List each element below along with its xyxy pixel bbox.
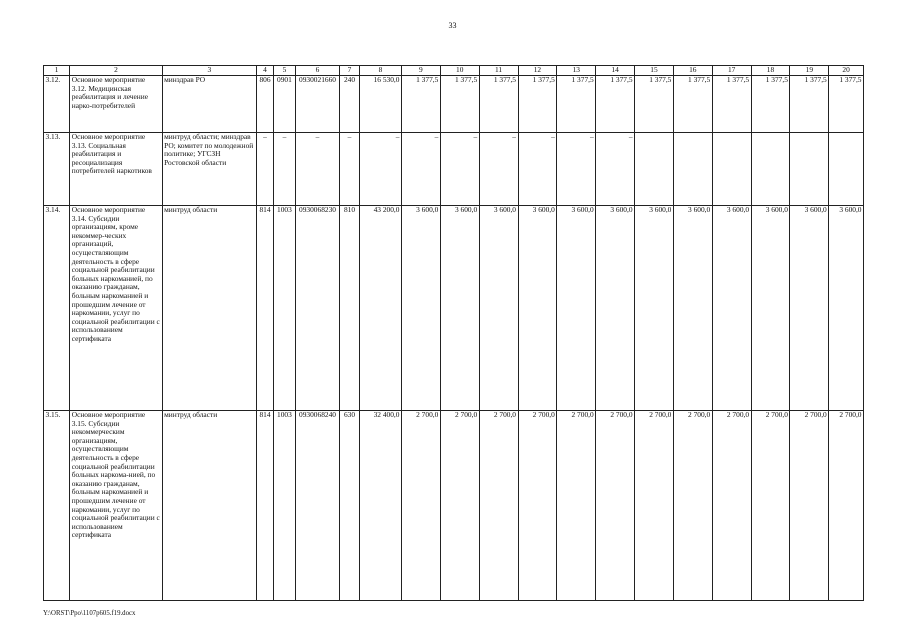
file-path: Y:\ORST\Ppo\1107p605.f19.docx [43, 610, 136, 617]
year-amount: 1 377,5 [673, 75, 712, 132]
year-amount: 2 700,0 [790, 410, 829, 600]
year-amount: – [557, 132, 596, 205]
year-amount: – [596, 132, 635, 205]
year-amount: 2 700,0 [596, 410, 635, 600]
year-amount: 2 700,0 [401, 410, 440, 600]
executor: минтруд области [162, 205, 256, 410]
measure-number: 3.13. [44, 132, 70, 205]
measure-name: Основное мероприятие 3.15. Субсидии некоммерческим организациям, осуществляющим деятельность в сфере социальной реабилитации больных наркома-нией, по оказанию гражданам, больным наркоманией и прошедшим лечение от наркомании, услуг по социальной реабилитации с использованием сертификата [70, 410, 162, 600]
year-amount: 2 700,0 [751, 410, 790, 600]
executor: минздрав РО [162, 75, 256, 132]
column-number: 16 [673, 66, 712, 76]
year-amount: 2 700,0 [829, 410, 864, 600]
table-row [44, 75, 864, 132]
measure-number: 3.15. [44, 410, 70, 600]
csr-code: 0930068230 [295, 205, 339, 410]
grbs-code: 814 [257, 205, 274, 410]
year-amount: 1 377,5 [557, 75, 596, 132]
column-number: 1 [44, 66, 70, 76]
column-number: 12 [518, 66, 557, 76]
year-amount: 1 377,5 [440, 75, 479, 132]
column-number: 3 [162, 66, 256, 76]
measure-number: 3.14. [44, 205, 70, 410]
total-amount: 32 400,0 [359, 410, 401, 600]
year-amount: 3 600,0 [790, 205, 829, 410]
csr-code: 0930021660 [295, 75, 339, 132]
year-amount: 1 377,5 [790, 75, 829, 132]
column-number: 4 [257, 66, 274, 76]
year-amount: 1 377,5 [596, 75, 635, 132]
csr-code: 0930068240 [295, 410, 339, 600]
year-amount: 2 700,0 [635, 410, 674, 600]
year-amount [673, 132, 712, 205]
column-number: 2 [70, 66, 162, 76]
column-number: 19 [790, 66, 829, 76]
rzpr-code: – [273, 132, 295, 205]
vr-code: – [340, 132, 360, 205]
column-number: 10 [440, 66, 479, 76]
executor: минтруд области; минздрав РО; комитет по молодежной политике; УГСЗН Ростовской области [162, 132, 256, 205]
vr-code: 240 [340, 75, 360, 132]
grbs-code: 814 [257, 410, 274, 600]
year-amount: 3 600,0 [518, 205, 557, 410]
year-amount [635, 132, 674, 205]
column-number: 6 [295, 66, 339, 76]
year-amount: 2 700,0 [440, 410, 479, 600]
year-amount [712, 132, 751, 205]
year-amount: 3 600,0 [557, 205, 596, 410]
total-amount: 43 200,0 [359, 205, 401, 410]
column-number: 20 [829, 66, 864, 76]
year-amount: – [518, 132, 557, 205]
year-amount: 3 600,0 [596, 205, 635, 410]
column-number: 13 [557, 66, 596, 76]
table-row [44, 410, 864, 600]
year-amount: 1 377,5 [635, 75, 674, 132]
page-number: 33 [448, 21, 457, 30]
rzpr-code: 1003 [273, 410, 295, 600]
column-number: 7 [340, 66, 360, 76]
year-amount [829, 132, 864, 205]
vr-code: 810 [340, 205, 360, 410]
year-amount: 3 600,0 [751, 205, 790, 410]
column-number: 18 [751, 66, 790, 76]
year-amount: 1 377,5 [712, 75, 751, 132]
year-amount: 3 600,0 [401, 205, 440, 410]
measure-name: Основное мероприятие 3.13. Социальная реабилитация и ресоциализация потребителей наркотиков [70, 132, 162, 205]
measure-name: Основное мероприятие 3.12. Медицинская реабилитация и лечение нарко-потребителей [70, 75, 162, 132]
program-table [43, 65, 864, 601]
year-amount: 1 377,5 [479, 75, 518, 132]
table-row [44, 205, 864, 410]
total-amount: – [359, 132, 401, 205]
header-row [44, 66, 864, 76]
column-number: 5 [273, 66, 295, 76]
rzpr-code: 1003 [273, 205, 295, 410]
year-amount: – [479, 132, 518, 205]
column-number: 9 [401, 66, 440, 76]
year-amount: – [401, 132, 440, 205]
column-number: 15 [635, 66, 674, 76]
year-amount: 3 600,0 [712, 205, 751, 410]
year-amount: 2 700,0 [557, 410, 596, 600]
column-number: 8 [359, 66, 401, 76]
grbs-code: 806 [257, 75, 274, 132]
column-number: 11 [479, 66, 518, 76]
year-amount: 3 600,0 [635, 205, 674, 410]
year-amount: 3 600,0 [479, 205, 518, 410]
year-amount: 1 377,5 [829, 75, 864, 132]
year-amount: 3 600,0 [440, 205, 479, 410]
total-amount: 16 530,0 [359, 75, 401, 132]
year-amount [790, 132, 829, 205]
vr-code: 630 [340, 410, 360, 600]
column-number: 17 [712, 66, 751, 76]
year-amount: 3 600,0 [673, 205, 712, 410]
year-amount: 2 700,0 [518, 410, 557, 600]
year-amount: 1 377,5 [518, 75, 557, 132]
table-row [44, 132, 864, 205]
rzpr-code: 0901 [273, 75, 295, 132]
year-amount: 1 377,5 [751, 75, 790, 132]
year-amount: 2 700,0 [712, 410, 751, 600]
year-amount [751, 132, 790, 205]
year-amount: – [440, 132, 479, 205]
measure-name: Основное мероприятие 3.14. Субсидии организациям, кроме некоммер-ческих организаций, осуществляющим деятельность в сфере социальной реабилитации больных наркоманией, по оказанию гражданам, больным наркоманией и прошедшим лечение от наркомании, услуг по социальной реабилитации с использованием сертификата [70, 205, 162, 410]
year-amount: 2 700,0 [673, 410, 712, 600]
year-amount: 2 700,0 [479, 410, 518, 600]
measure-number: 3.12. [44, 75, 70, 132]
grbs-code: – [257, 132, 274, 205]
column-number: 14 [596, 66, 635, 76]
year-amount: 1 377,5 [401, 75, 440, 132]
executor: минтруд области [162, 410, 256, 600]
csr-code: – [295, 132, 339, 205]
year-amount: 3 600,0 [829, 205, 864, 410]
